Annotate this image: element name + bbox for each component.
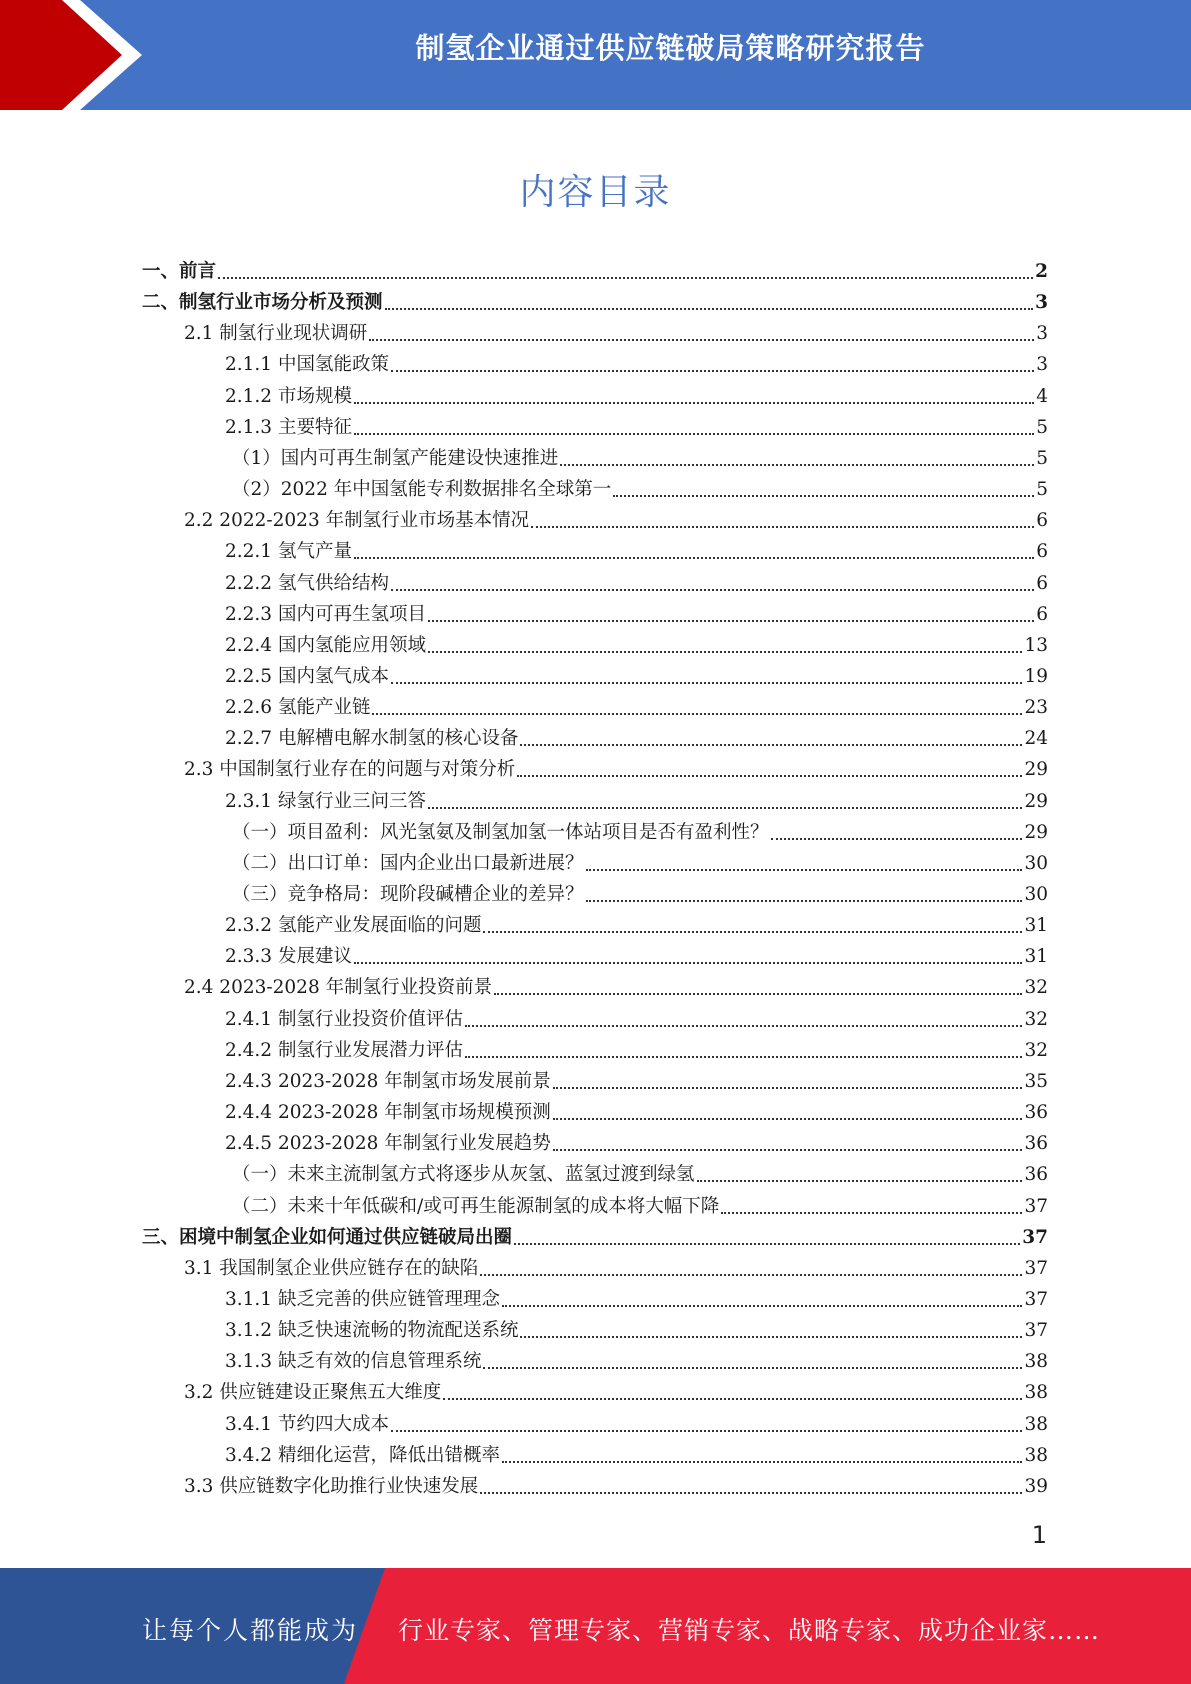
toc-entry-label: 2.4.4 2023-2028 年制氢市场规模预测	[225, 1102, 551, 1124]
toc-entry-page: 30	[1024, 884, 1048, 905]
toc-entry-page: 6	[1036, 603, 1048, 625]
toc-entry[interactable]	[142, 253, 1048, 284]
toc-entry-page: 38	[1024, 1444, 1048, 1466]
toc-entry-label: 3.1 我国制氢企业供应链存在的缺陷	[184, 1257, 479, 1279]
toc-entry[interactable]	[232, 814, 1048, 845]
toc-entry[interactable]	[225, 1281, 1048, 1312]
toc-leader-dots	[391, 1430, 1022, 1432]
toc-entry-label: 2.2 2022-2023 年制氢行业市场基本情况	[184, 510, 530, 532]
toc-entry[interactable]	[232, 471, 1048, 502]
header-arrow-icon	[0, 0, 160, 110]
toc-heading: 内容目录	[519, 172, 672, 213]
toc-leader-dots	[372, 713, 1022, 715]
toc-entry-label: 3.2 供应链建设正聚焦五大维度	[184, 1382, 442, 1404]
toc-entry-label: 2.1.3 主要特征	[225, 416, 352, 438]
toc-entry[interactable]	[232, 1188, 1048, 1219]
toc-entry-page: 30	[1024, 852, 1048, 874]
toc-entry[interactable]	[225, 1312, 1048, 1343]
toc-entry[interactable]	[232, 845, 1048, 876]
toc-leader-dots	[480, 1492, 1022, 1494]
toc-entry-label: 2.2.6 氢能产业链	[225, 697, 371, 719]
toc-entry-page: 36	[1024, 1133, 1048, 1155]
toc-entry-page: 36	[1024, 1102, 1048, 1124]
toc-entry-page: 37	[1024, 1288, 1048, 1310]
toc-entry-page: 32	[1024, 1039, 1048, 1061]
toc-leader-dots	[531, 526, 1034, 528]
toc-leader-dots	[553, 1087, 1023, 1089]
toc-entry-page: 37	[1024, 1195, 1048, 1217]
toc-entry[interactable]	[184, 1468, 1048, 1499]
toc-leader-dots	[391, 370, 1034, 372]
toc-entry-page: 37	[1024, 1257, 1048, 1279]
toc-leader-dots	[514, 1243, 1020, 1245]
toc-entry-label: 3.4.2 精细化运营，降低出错概率	[225, 1444, 500, 1466]
toc-entry-label: 二、制氢行业市场分析及预测	[142, 292, 383, 314]
toc-entry-label: （1）国内可再生制氢产能建设快速推进	[232, 447, 559, 469]
toc-entry[interactable]	[225, 938, 1048, 969]
report-title: 制氢企业通过供应链破局策略研究报告	[415, 31, 926, 65]
toc-entry[interactable]	[184, 751, 1048, 782]
toc-entry-label: （二）未来十年低碳和/或可再生能源制氢的成本将大幅下降	[232, 1195, 720, 1217]
toc-leader-dots	[517, 775, 1022, 777]
toc-entry-page: 3	[1035, 292, 1048, 314]
toc-leader-dots	[502, 1305, 1022, 1307]
toc-entry-page: 19	[1024, 665, 1048, 687]
toc-leader-dots	[354, 557, 1034, 559]
toc-entry-page: 5	[1036, 447, 1048, 469]
toc-entry-page: 24	[1024, 728, 1048, 750]
toc-entry[interactable]	[225, 720, 1048, 751]
toc-leader-dots	[586, 900, 1023, 902]
toc-entry-label: 2.2.4 国内氢能应用领域	[225, 634, 426, 656]
toc-entry-label: （二）出口订单：国内企业出口最新进展？	[232, 852, 584, 874]
page-number: 1	[1031, 1521, 1047, 1549]
toc-entry-label: （2）2022 年中国氢能专利数据排名全球第一	[232, 479, 612, 501]
toc-leader-dots	[586, 869, 1023, 871]
toc-entry[interactable]	[142, 284, 1048, 315]
footer-roles: 行业专家、管理专家、营销专家、战略专家、成功企业家……	[398, 1616, 1101, 1645]
toc-entry-page: 29	[1024, 790, 1048, 812]
toc-entry-page: 4	[1036, 385, 1048, 407]
toc-leader-dots	[443, 1398, 1022, 1400]
toc-entry-label: 3.1.1 缺乏完善的供应链管理理念	[225, 1288, 500, 1310]
toc-entry-label: （一）项目盈利：风光氢氨及制氢加氢一体站项目是否有盈利性？	[232, 821, 769, 843]
toc-entry[interactable]	[142, 1219, 1048, 1250]
toc-entry-label: 2.4 2023-2028 年制氢行业投资前景	[184, 977, 493, 999]
toc-leader-dots	[494, 993, 1022, 995]
toc-leader-dots	[553, 1118, 1023, 1120]
toc-entry-page: 29	[1024, 759, 1048, 781]
toc-entry[interactable]	[184, 969, 1048, 1000]
toc-entry-page: 36	[1024, 1164, 1048, 1186]
toc-entry[interactable]	[225, 596, 1048, 627]
toc-entry-label: 2.4.5 2023-2028 年制氢行业发展趋势	[225, 1133, 551, 1155]
toc-leader-dots	[218, 277, 1033, 279]
toc-entry-page: 6	[1036, 510, 1048, 532]
toc-entry[interactable]	[225, 1406, 1048, 1437]
toc-leader-dots	[428, 651, 1022, 653]
toc-leader-dots	[354, 402, 1034, 404]
toc-entry-page: 37	[1022, 1226, 1048, 1248]
toc-leader-dots	[465, 1025, 1022, 1027]
toc-entry-label: 2.3 中国制氢行业存在的问题与对策分析	[184, 759, 516, 781]
toc-entry[interactable]	[225, 346, 1048, 377]
toc-entry[interactable]	[225, 1032, 1048, 1063]
toc-entry[interactable]	[232, 1156, 1048, 1187]
toc-entry-label: 2.2.5 国内氢气成本	[225, 665, 389, 687]
toc-entry-label: 2.1.2 市场规模	[225, 385, 352, 407]
toc-entry-page: 31	[1024, 915, 1048, 937]
toc-entry[interactable]	[225, 1437, 1048, 1468]
toc-leader-dots	[369, 339, 1034, 341]
toc-entry[interactable]	[184, 1250, 1048, 1281]
toc-entry-page: 23	[1024, 697, 1048, 719]
toc-entry[interactable]	[225, 627, 1048, 658]
toc-entry-page: 29	[1024, 821, 1048, 843]
toc-entry[interactable]	[232, 876, 1048, 907]
toc-entry-label: 2.1 制氢行业现状调研	[184, 323, 368, 345]
toc-entry[interactable]	[225, 907, 1048, 938]
toc-entry-label: 2.1.1 中国氢能政策	[225, 354, 389, 376]
toc-entry[interactable]	[225, 565, 1048, 596]
toc-leader-dots	[465, 1056, 1022, 1058]
toc-entry-label: 2.3.3 发展建议	[225, 946, 352, 968]
toc-leader-dots	[613, 495, 1034, 497]
toc-leader-dots	[391, 682, 1022, 684]
toc-entry[interactable]	[225, 783, 1048, 814]
toc-entry-page: 31	[1024, 946, 1048, 968]
toc-entry-page: 39	[1024, 1475, 1048, 1497]
toc-entry[interactable]	[184, 502, 1048, 533]
toc-leader-dots	[354, 433, 1034, 435]
toc-leader-dots	[520, 744, 1022, 746]
toc-entry-page: 35	[1024, 1070, 1048, 1092]
toc-entry-page: 32	[1024, 977, 1048, 999]
toc-entry[interactable]	[225, 1343, 1048, 1374]
toc-entry[interactable]	[225, 658, 1048, 689]
toc-entry-label: 2.2.7 电解槽电解水制氢的核心设备	[225, 728, 519, 750]
toc-entry-label: 2.4.3 2023-2028 年制氢市场发展前景	[225, 1070, 551, 1092]
toc-entry-label: 2.4.1 制氢行业投资价值评估	[225, 1008, 463, 1030]
toc-entry-page: 32	[1024, 1008, 1048, 1030]
toc-leader-dots	[520, 1336, 1022, 1338]
toc-entry-page: 38	[1024, 1382, 1048, 1404]
toc-entry[interactable]	[225, 1063, 1048, 1094]
toc-leader-dots	[385, 308, 1034, 310]
toc-entry-label: 三、困境中制氢企业如何通过供应链破局出圈	[142, 1226, 513, 1248]
toc-entry-page: 6	[1036, 572, 1048, 594]
toc-entry-label: 2.3.2 氢能产业发展面临的问题	[225, 915, 482, 937]
toc-entry-label: （三）竞争格局：现阶段碱槽企业的差异？	[232, 884, 584, 905]
toc-leader-dots	[483, 931, 1022, 933]
toc-entry-page: 13	[1024, 634, 1048, 656]
toc-entry-page: 38	[1024, 1351, 1048, 1373]
toc-entry-label: （一）未来主流制氢方式将逐步从灰氢、蓝氢过渡到绿氢	[232, 1164, 695, 1186]
toc-entry[interactable]	[184, 315, 1048, 346]
footer-slogan: 让每个人都能成为	[142, 1616, 359, 1645]
toc-leader-dots	[428, 807, 1022, 809]
toc-leader-dots	[480, 1274, 1022, 1276]
toc-entry[interactable]	[225, 378, 1048, 409]
toc-entry[interactable]	[225, 533, 1048, 564]
footer-banner	[0, 1568, 1191, 1684]
toc-entry-label: 2.4.2 制氢行业发展潜力评估	[225, 1039, 463, 1061]
toc-entry-label: 2.2.3 国内可再生氢项目	[225, 603, 426, 625]
toc-entry[interactable]	[184, 1374, 1048, 1405]
toc-leader-dots	[391, 589, 1034, 591]
toc-entry[interactable]	[225, 409, 1048, 440]
toc-entry-label: 3.4.1 节约四大成本	[225, 1413, 389, 1435]
toc-entry-label: 2.2.2 氢气供给结构	[225, 572, 389, 594]
toc-entry-label: 一、前言	[142, 261, 217, 282]
toc-leader-dots	[354, 962, 1023, 964]
toc-entry-page: 38	[1024, 1413, 1048, 1435]
toc-leader-dots	[697, 1180, 1023, 1182]
toc-entry-page: 5	[1036, 479, 1048, 501]
toc-leader-dots	[502, 1461, 1022, 1463]
toc-entry[interactable]	[232, 440, 1048, 471]
toc-entry[interactable]	[225, 1125, 1048, 1156]
toc-entry-page: 6	[1036, 541, 1048, 563]
toc-leader-dots	[428, 620, 1034, 622]
toc-entry-label: 3.3 供应链数字化助推行业快速发展	[184, 1475, 479, 1497]
toc-entry-label: 2.3.1 绿氢行业三问三答	[225, 790, 426, 812]
toc-entry-page: 5	[1036, 416, 1048, 438]
toc-entry-label: 2.2.1 氢气产量	[225, 541, 352, 563]
toc-entry[interactable]	[225, 689, 1048, 720]
toc-entry[interactable]	[225, 1001, 1048, 1032]
toc-entry-page: 37	[1024, 1320, 1048, 1342]
toc-leader-dots	[721, 1212, 1022, 1214]
toc-leader-dots	[560, 464, 1034, 466]
toc-leader-dots	[771, 838, 1023, 840]
toc-entry-label: 3.1.2 缺乏快速流畅的物流配送系统	[225, 1320, 519, 1342]
toc-entry-page: 2	[1035, 261, 1048, 282]
toc-entry-page: 3	[1036, 354, 1048, 376]
toc-leader-dots	[483, 1367, 1022, 1369]
toc-leader-dots	[553, 1149, 1023, 1151]
toc-entry-page: 3	[1036, 323, 1048, 345]
toc-entry[interactable]	[225, 1094, 1048, 1125]
toc-entry-label: 3.1.3 缺乏有效的信息管理系统	[225, 1351, 482, 1373]
report-header	[0, 0, 1191, 110]
